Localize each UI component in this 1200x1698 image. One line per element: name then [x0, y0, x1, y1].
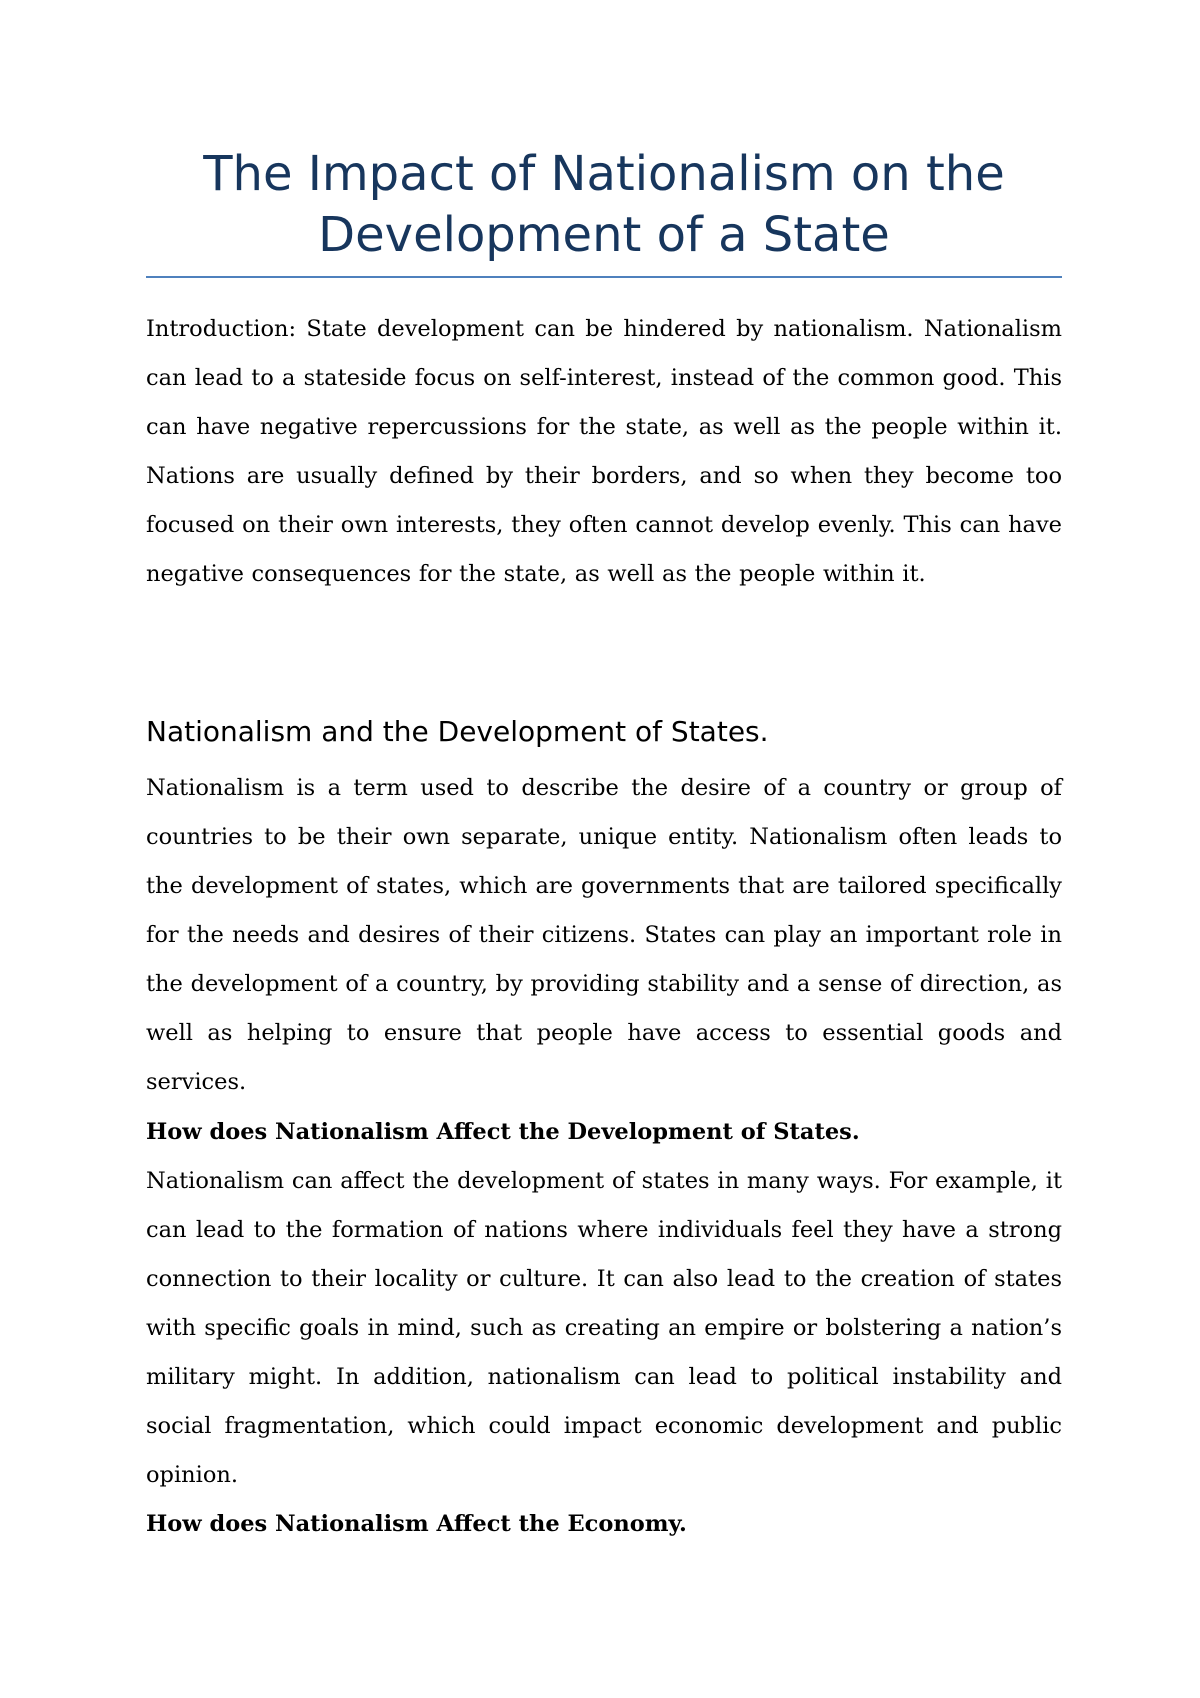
section-paragraph-affect-development: Nationalism can affect the development of states in many ways. For example, it can lead to the formation of nations where individuals feel they have a strong connection to their locality or culture. It can also lead to the creation of states with specific goals in mind, such as creating an empire or bolstering a nation’s military might. In addition, nationalism can lead to political instability and social fragmentation, which could impact economic development and public opinion.	[146, 1168, 1062, 1488]
document-title: The Impact of Nationalism on the Development of a State	[203, 146, 1005, 263]
section-heading-affect-economy: How does Nationalism Affect the Economy.	[146, 1511, 687, 1537]
title-underline-rule	[146, 276, 1062, 278]
section-paragraph-nationalism-development: Nationalism is a term used to describe the desire of a country or group of countries to be their own separate, unique entity. Nationalism often leads to the development of states, which are governments that are tailored specifically for the needs and desires of their citizens. States can play an important role in the development of a country, by providing stability and a sense of direction, as well as helping to ensure that people have access to essential goods and services.	[146, 775, 1062, 1095]
section-heading-nationalism-development: Nationalism and the Development of States.	[146, 715, 769, 748]
intro-paragraph: Introduction: State development can be hindered by nationalism. Nationalism can lead to a stateside focus on self-interest, instead of the common good. This can have negative repercussions for the state, as well as the people within it. Nations are usually defined by their borders, and so when they become too focused on their own interests, they often cannot develop evenly. This can have negative consequences for the state, as well as the people within it.	[146, 316, 1062, 587]
section-heading-affect-development: How does Nationalism Affect the Development of States.	[146, 1119, 860, 1145]
